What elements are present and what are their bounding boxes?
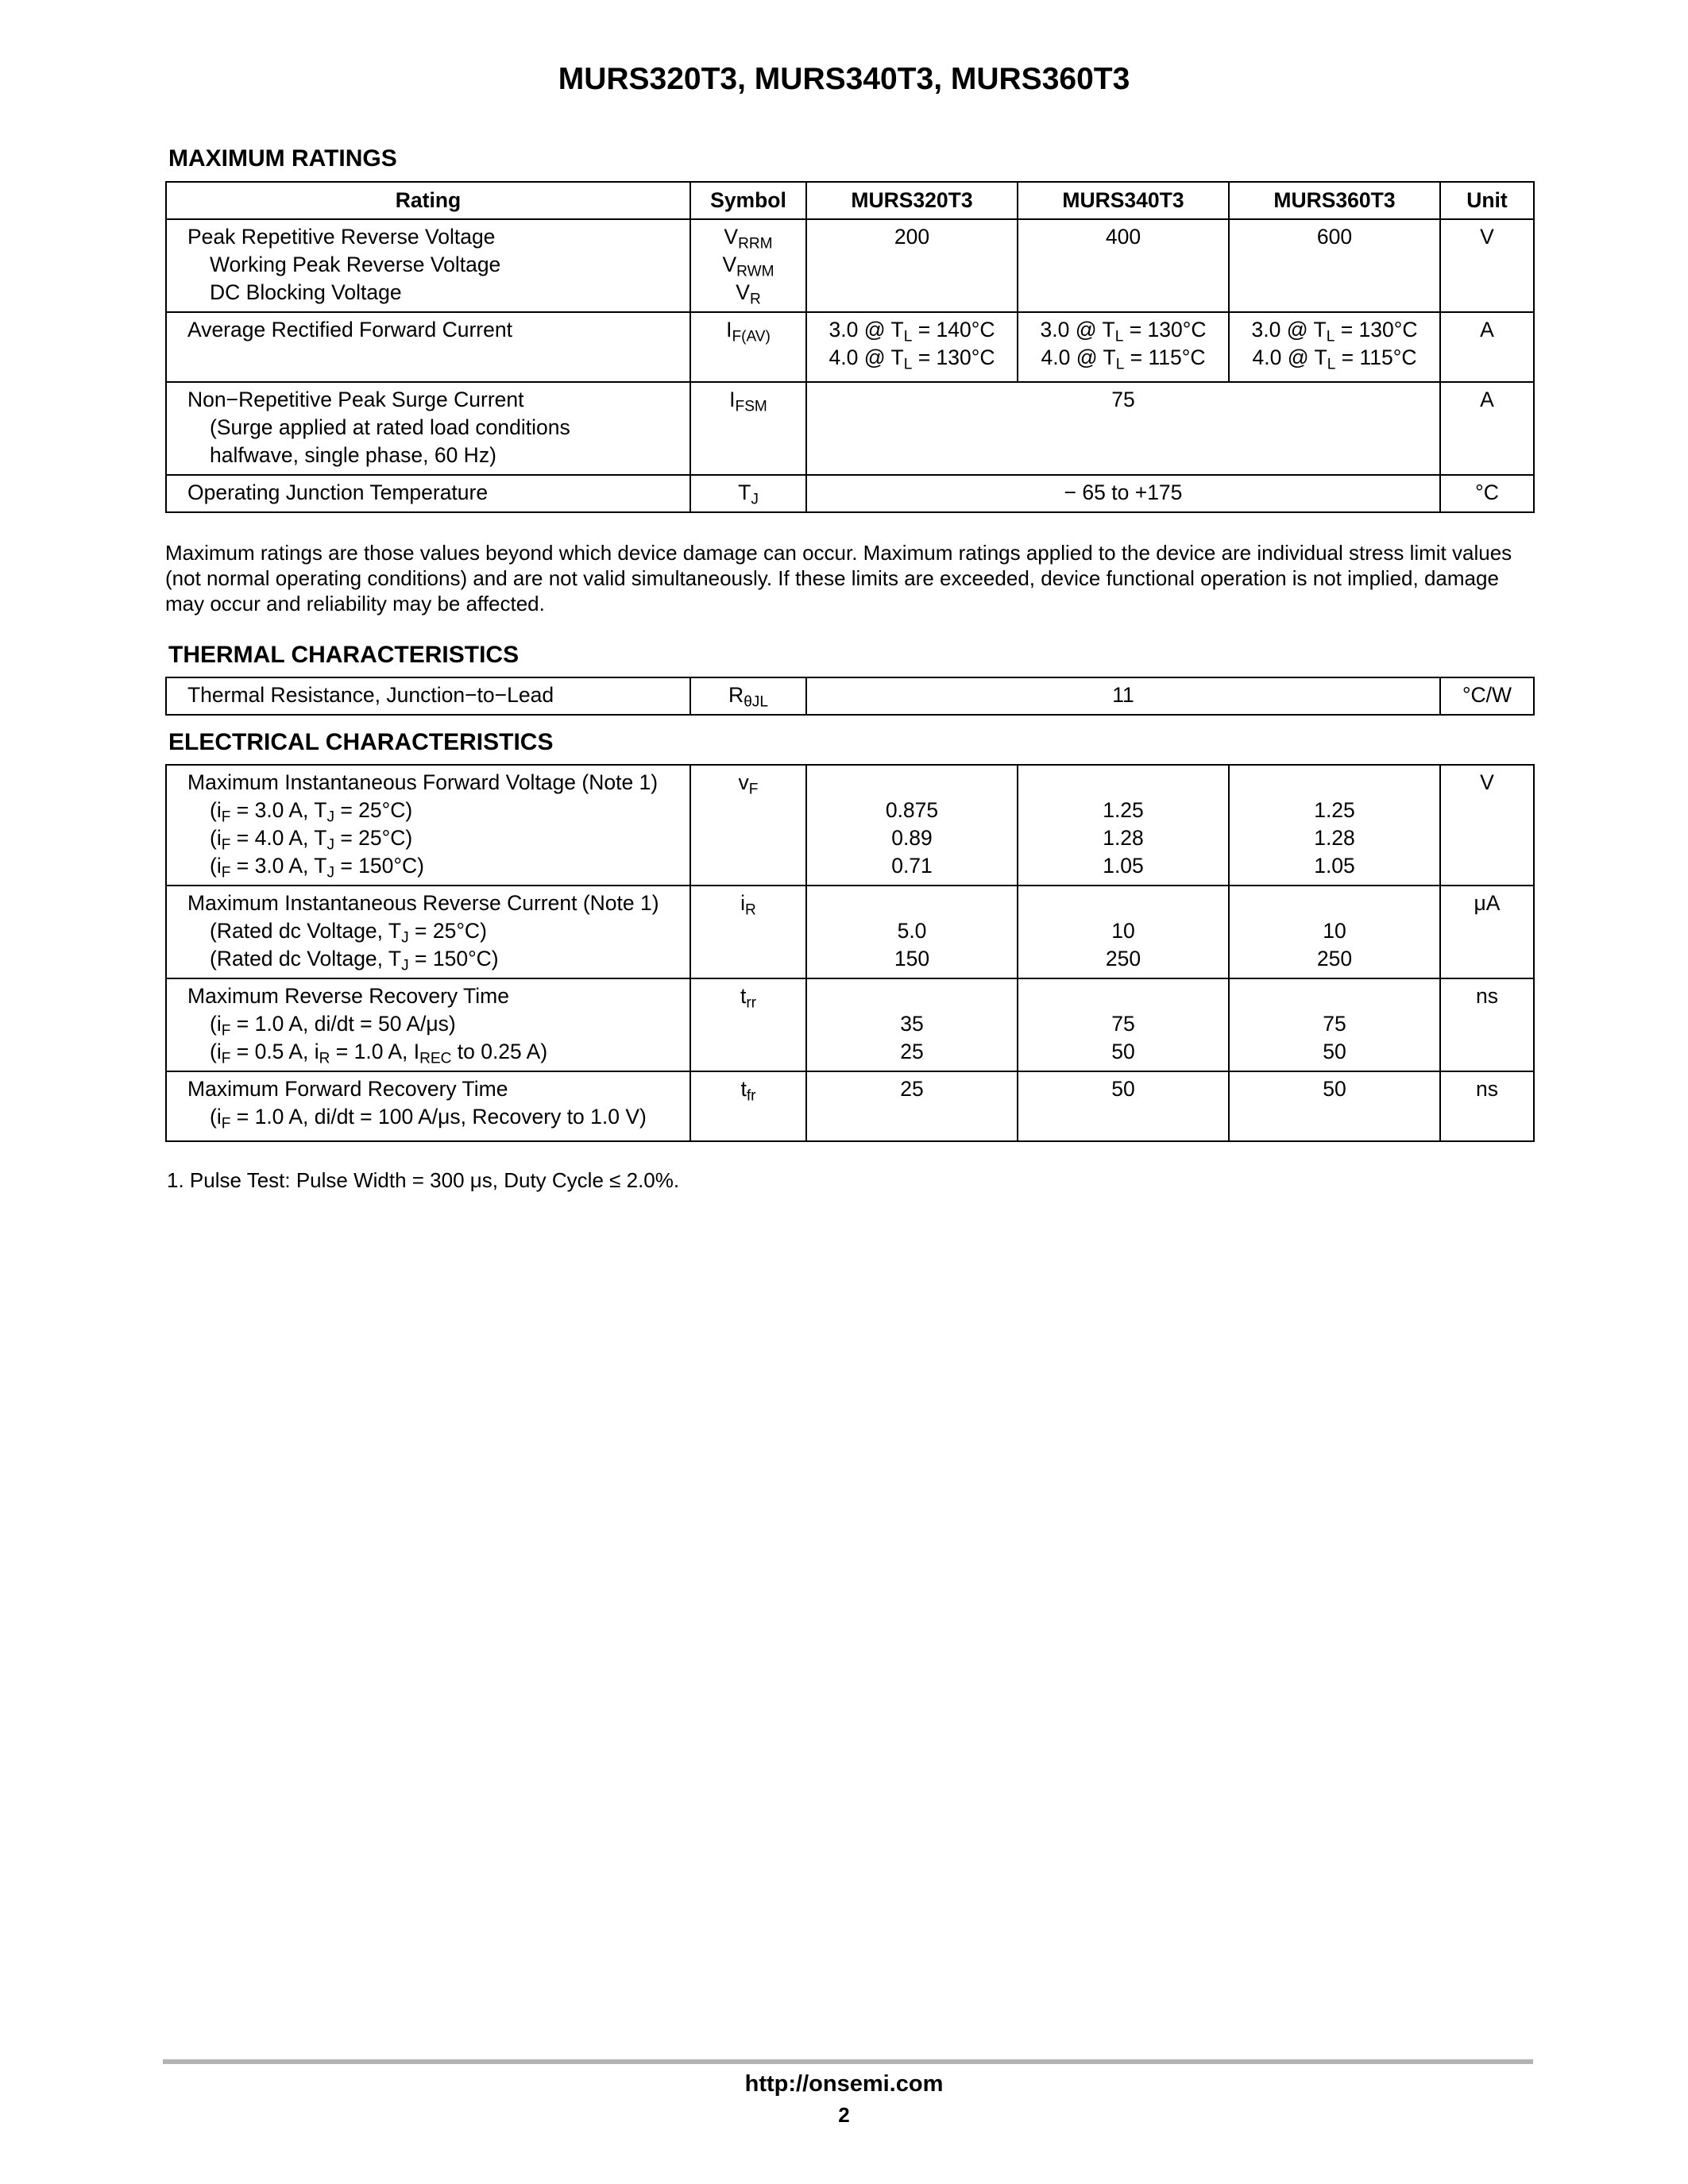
unit-cell: ns [1440,978,1534,1071]
value-text: 3.0 @ T [1040,318,1115,341]
rating-label: Peak Repetitive Reverse Voltage [187,225,496,249]
table-row [166,382,1534,475]
symbol-subscript: F [748,781,759,798]
symbol-cell [690,312,806,382]
col-header-murs340t3: MURS340T3 [1018,182,1229,219]
symbol-subscript: L [903,356,913,373]
value-text: 35 [900,1012,924,1036]
value-cell [1018,978,1229,1071]
value-cell: 400 [1018,219,1229,312]
symbol-subscript: L [1326,328,1335,345]
table-row [166,978,1534,1071]
symbol-subscript: L [1114,328,1124,345]
table-row [166,1071,1534,1141]
unit-cell: μA [1440,886,1534,978]
value-text: 0.71 [891,854,933,878]
symbol-subscript: rr [746,994,757,1012]
symbol-subscript: L [1115,356,1125,373]
value-cell: − 65 to +175 [806,475,1440,512]
footer-url[interactable]: http://onsemi.com [744,2071,944,2097]
table-row [166,886,1534,978]
thermal-table [165,677,1535,716]
condition-text: ($i_F = 0.5$ A, $i_R = 1.0$ A, $I_{REC}$ to 0.25 A) [210,1040,548,1067]
symbol-subscript: RRM [738,235,773,253]
value-text: 1.25 [1314,798,1355,822]
value-cell: 25 [806,1071,1018,1141]
symbol-cell [690,765,806,886]
col-header-unit: Unit [1440,182,1534,219]
page-number: 2 [838,2103,850,2127]
col-header-rating: Rating [166,182,690,219]
value-cell [1229,312,1440,382]
page-title: MURS320T3, MURS340T3, MURS360T3 [558,62,1130,96]
rating-label: Non−Repetitive Peak Surge Current [187,388,524,411]
symbol-text: V [736,280,750,304]
value-text: 75 [1111,1012,1135,1036]
unit-cell: ns [1440,1071,1534,1141]
rating-cell [166,382,690,475]
table-row [166,219,1534,312]
rating-sublabel: (Surge applied at rated load conditions [210,415,570,439]
value-text: 4.0 @ T [1252,345,1327,369]
col-header-murs320t3: MURS320T3 [806,182,1018,219]
symbol-subscript: F(AV) [732,328,771,345]
rating-sublabel: DC Blocking Voltage [210,280,402,304]
value-cell [1229,978,1440,1071]
value-text: 1.25 [1103,798,1144,822]
unit-cell: A [1440,382,1534,475]
unit-cell: °C/W [1440,677,1534,715]
value-cell: 200 [806,219,1018,312]
value-text: 10 [1323,919,1346,943]
table-row [166,765,1534,886]
symbol-text: R [728,683,744,707]
symbol-subscript: R [749,291,761,308]
rating-sublabel: halfwave, single phase, 60 Hz) [210,443,496,467]
rating-label: Average Rectified Forward Current [166,312,690,382]
value-cell: 11 [806,677,1440,715]
value-cell: 75 [806,382,1440,475]
value-text: = 130°C [1123,318,1207,341]
value-text: = 130°C [1335,318,1418,341]
symbol-text: I [726,318,732,341]
value-cell [806,886,1018,978]
max-ratings-heading: MAXIMUM RATINGS [168,145,397,172]
value-cell: 50 [1018,1071,1229,1141]
rating-cell [166,765,690,886]
footer-divider [163,2059,1533,2064]
value-text: 150 [894,947,930,970]
rating-cell [166,1071,690,1141]
value-text: 1.28 [1103,826,1144,850]
symbol-text: T [738,480,751,504]
value-text: 0.875 [885,798,939,822]
value-cell [806,312,1018,382]
value-cell [1018,765,1229,886]
value-cell: 600 [1229,219,1440,312]
col-header-symbol: Symbol [690,182,806,219]
rating-label: Operating Junction Temperature [166,475,690,512]
unit-cell: A [1440,312,1534,382]
rating-label: Thermal Resistance, Junction−to−Lead [166,677,690,715]
symbol-subscript: FSM [735,398,767,415]
condition-text: ($i_F = 1.0$ A, di/dt = 50 A/μs) [210,1012,456,1040]
condition-text: ($i_F = 3.0$ A, $T_J = 150^\circ C$) [210,854,424,882]
unit-cell: V [1440,765,1534,886]
value-cell [1018,886,1229,978]
symbol-cell [690,475,806,512]
symbol-cell [690,219,806,312]
value-cell [1229,765,1440,886]
thermal-heading: THERMAL CHARACTERISTICS [168,642,520,668]
symbol-text: V [724,225,739,249]
value-text: 250 [1105,947,1141,970]
table-row [166,475,1534,512]
condition-text: ($i_F = 4.0$ A, $T_J = 25^\circ C$) [210,826,413,854]
footnote: 1. Pulse Test: Pulse Width = 300 μs, Duty Cycle ≤ 2.0%. [167,1168,680,1192]
symbol-cell [690,382,806,475]
symbol-subscript: RWM [736,263,774,280]
value-text: 50 [1111,1040,1135,1063]
value-text: 4.0 @ T [829,345,904,369]
value-text: = 115°C [1335,345,1417,369]
rating-label: Maximum Reverse Recovery Time [187,984,509,1008]
value-text: = 130°C [912,345,995,369]
symbol-cell [690,677,806,715]
symbol-subscript: θJL [744,693,768,711]
symbol-subscript: fr [746,1087,756,1105]
value-text: 1.28 [1314,826,1355,850]
symbol-text: t [740,1077,747,1101]
value-text: 3.0 @ T [829,318,904,341]
symbol-cell [690,978,806,1071]
condition-text: (Rated dc Voltage, $T_J = 25^\circ C$) [210,919,487,947]
value-text: 10 [1111,919,1135,943]
rating-label: Maximum Instantaneous Forward Voltage (Note 1) [187,770,659,794]
symbol-text: t [740,984,747,1008]
value-text: 250 [1316,947,1353,970]
value-text: 1.05 [1103,854,1144,878]
symbol-text: V [722,253,737,276]
value-cell [806,978,1018,1071]
value-text: 25 [900,1040,924,1063]
symbol-text: I [729,388,736,411]
symbol-text: v [738,770,749,794]
value-cell [806,765,1018,886]
condition-text: ($i_F = 3.0$ A, $T_J = 25^\circ C$) [210,798,413,826]
symbol-subscript: L [903,328,913,345]
value-text: 0.89 [891,826,933,850]
symbol-subscript: R [745,901,756,919]
rating-sublabel: Working Peak Reverse Voltage [210,253,501,276]
value-cell: 50 [1229,1071,1440,1141]
unit-cell: V [1440,219,1534,312]
rating-label: Maximum Instantaneous Reverse Current (Note 1) [187,891,659,915]
rating-label: Maximum Forward Recovery Time [187,1077,508,1101]
table-row [166,677,1534,715]
value-text: 50 [1323,1040,1346,1063]
electrical-heading: ELECTRICAL CHARACTERISTICS [168,729,554,755]
value-text: 5.0 [897,919,927,943]
symbol-text: i [740,891,746,915]
table-row [166,312,1534,382]
electrical-table [165,764,1535,1142]
condition-text: ($i_F = 1.0$ A, di/dt = 100 A/μs, Recovery to 1.0 V) [210,1105,647,1133]
rating-cell [166,978,690,1071]
max-ratings-table [165,181,1535,513]
value-text: 3.0 @ T [1251,318,1327,341]
value-text: 1.05 [1314,854,1355,878]
symbol-subscript: J [751,491,759,508]
max-ratings-note: Maximum ratings are those values beyond which device damage can occur. Maximum ratings applied to the device are individual stress limit values (not normal operating conditions) and are not valid simultaneously. If these limits are exceeded, device functional operation is not implied, damage may occur and reliability may be affected. [165,541,1512,615]
value-text: = 115°C [1124,345,1206,369]
table-header-row [166,182,1534,219]
value-cell [1018,312,1229,382]
symbol-cell [690,886,806,978]
rating-cell [166,886,690,978]
value-text: 4.0 @ T [1041,345,1116,369]
unit-cell: °C [1440,475,1534,512]
value-text: 75 [1323,1012,1346,1036]
symbol-subscript: L [1327,356,1336,373]
value-text: = 140°C [912,318,995,341]
condition-text: (Rated dc Voltage, $T_J = 150^\circ C$) [210,947,499,974]
col-header-murs360t3: MURS360T3 [1229,182,1440,219]
symbol-cell [690,1071,806,1141]
value-cell [1229,886,1440,978]
rating-cell [166,219,690,312]
